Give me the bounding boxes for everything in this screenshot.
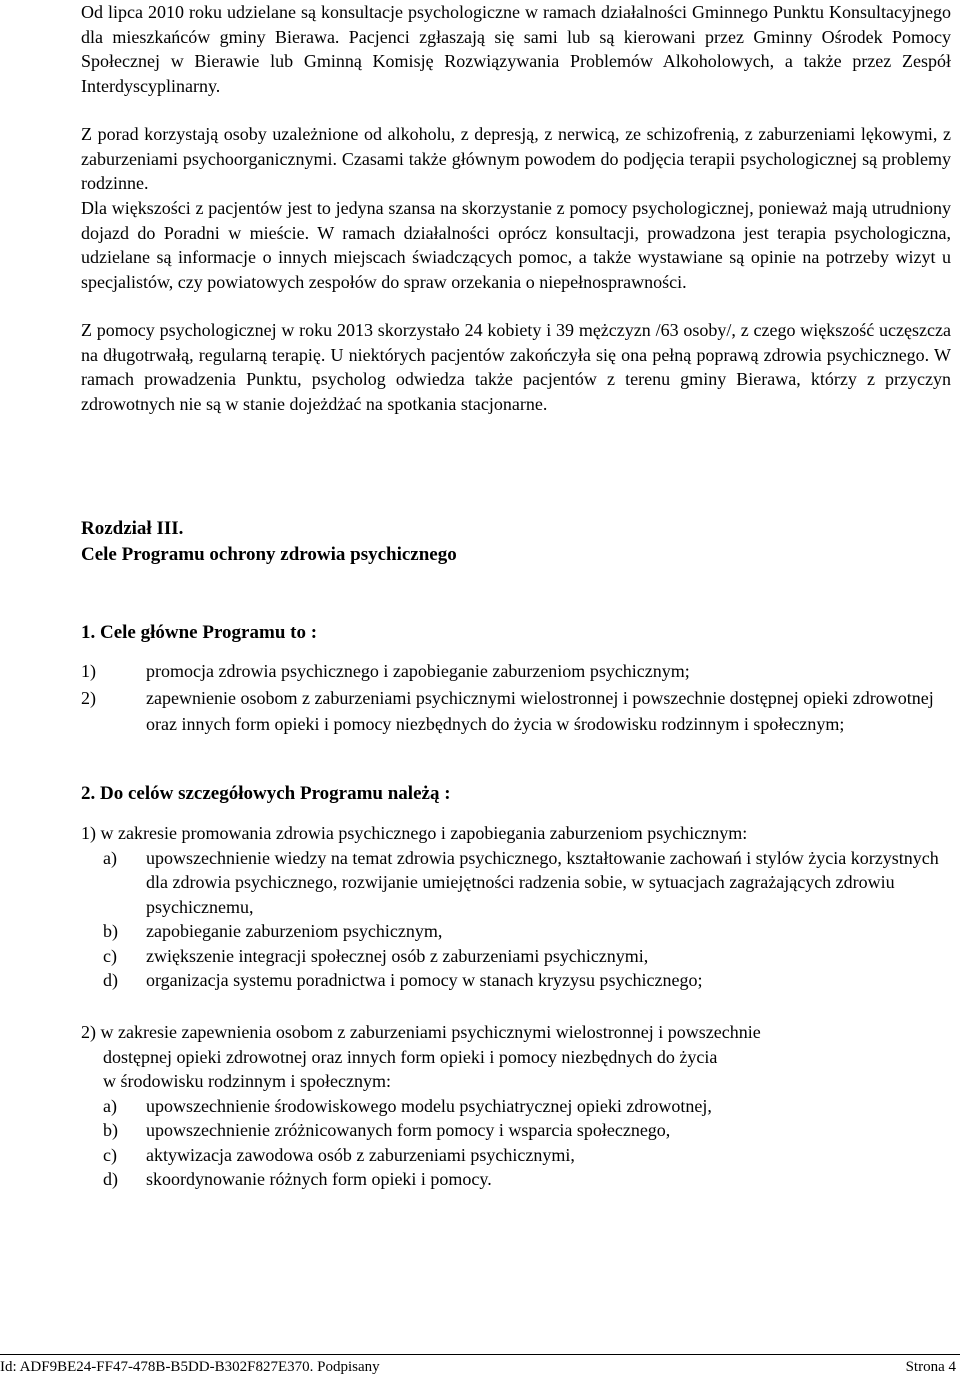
list-marker: b)	[103, 1120, 118, 1140]
list-item-text: zapewnienie osobom z zaburzeniami psychicznymi wielostronnej i powszechnie dostępnej opieki zdrowotnej oraz innych form opieki i pomocy niezbędnych do życia w środowisku rodzinnym i społecznym;	[146, 687, 934, 734]
list-item	[81, 1143, 951, 1168]
footer-divider	[0, 1354, 960, 1355]
list-item-text: zapobieganie zaburzeniom psychicznym,	[146, 921, 443, 941]
list-marker: a)	[103, 847, 117, 868]
list-item-text: upowszechnienie środowiskowego modelu psychiatrycznej opieki zdrowotnej,	[146, 1095, 712, 1116]
group-lead-continuation: dostępnej opieki zdrowotnej oraz innych form opieki i pomocy niezbędnych do życia	[103, 1046, 718, 1067]
list-item	[81, 944, 951, 969]
list-item	[81, 1094, 951, 1119]
list-item	[81, 658, 951, 685]
group-lead: 2) w zakresie zapewnienia osobom z zaburzeniami psychicznymi wielostronnej i powszechnie	[81, 1022, 761, 1042]
list-item-text: aktywizacja zawodowa osób z zaburzeniami psychicznymi,	[146, 1144, 575, 1165]
paragraph-patients: Z porad korzystają osoby uzależnione od alkoholu, z depresją, z nerwicą, ze schizofrenią, z zaburzeniami lękowymi, z zaburzeniami psychoorganicznymi. Czasami także głównym powodem do podjęcia terapii psychologicznej są problemy rodzinne.	[81, 124, 951, 193]
list-item-text: promocja zdrowia psychicznego i zapobieganie zaburzeniom psychicznym;	[146, 661, 690, 681]
group-lead: 1) w zakresie promowania zdrowia psychicznego i zapobiegania zaburzeniom psychicznym:	[81, 823, 748, 843]
detailed-goals-group-2	[81, 1020, 951, 1192]
list-marker: c)	[103, 945, 117, 966]
chapter-title: Cele Programu ochrony zdrowia psychicznego	[81, 544, 457, 565]
section1-heading: 1. Cele główne Programu to :	[81, 622, 318, 643]
list-marker: a)	[103, 1095, 117, 1116]
list-marker: c)	[103, 1144, 117, 1165]
list-item-text: upowszechnienie wiedzy na temat zdrowia psychicznego, kształtowanie zachowań i stylów życia korzystnych dla zdrowia psychicznego, rozwijanie umiejętności radzenia sobie, w sytuacjach zagrażających zdrowiu psychicznemu,	[146, 847, 939, 917]
group-lead-continuation: w środowisku rodzinnym i społecznym:	[103, 1071, 391, 1091]
list-item	[81, 968, 951, 993]
list-item	[81, 1118, 951, 1143]
list-item-text: organizacja systemu poradnictwa i pomocy w stanach kryzysu psychicznego;	[146, 970, 703, 990]
list-item	[81, 919, 951, 944]
list-item-text: zwiększenie integracji społecznej osób z zaburzeniami psychicznymi,	[146, 945, 649, 966]
paragraph-intro: Od lipca 2010 roku udzielane są konsultacje psychologiczne w ramach działalności Gminnego Punktu Konsultacyjnego dla mieszkańców gminy Bierawa. Pacjenci zgłaszają się sami lub są kierowani przez Gminny Ośrodek Pomocy Społecznej w Bierawie lub Gminną Komisję Rozwiązywania Problemów Alkoholowych, a także przez Zespół Interdyscyplinarny.	[81, 2, 951, 96]
chapter-number: Rozdział III.	[81, 518, 184, 539]
paragraph-activities: Dla większości z pacjentów jest to jedyna szansa na skorzystanie z pomocy psychologicznej, ponieważ mają utrudniony dojazd do Poradni w mieście. W ramach działalności oprócz konsultacji, prowadzona jest terapia psychologiczna, udzielane są informacje o innych miejscach świadczących pomoc, a także wystawiane są opinie na potrzeby wizyt u specjalistów, czy powiatowych zespołów do spraw orzekania o niepełnosprawności.	[81, 198, 951, 292]
list-marker: b)	[103, 921, 118, 941]
paragraph-statistics: Z pomocy psychologicznej w roku 2013 skorzystało 24 kobiety i 39 mężczyzn /63 osoby/, z czego większość uczęszcza na długotrwałą, regularną terapię. U niektórych pacjentów zakończyła się ona pełną poprawą zdrowia psychicznego. W ramach prowadzenia Punktu, psycholog odwiedza także pacjentów z terenu gminy Bierawa, którzy z przyczyn zdrowotnych nie są w stanie dojeżdżać na spotkania stacjonarne.	[81, 320, 951, 414]
section2-heading: 2. Do celów szczegółowych Programu należą :	[81, 783, 451, 804]
page-number: Strona 4	[905, 1359, 956, 1375]
list-marker: d)	[103, 1169, 118, 1189]
list-item	[81, 1167, 951, 1192]
list-marker: 1)	[81, 661, 96, 681]
list-marker: 2)	[81, 687, 96, 708]
list-item-text: skoordynowanie różnych form opieki i pomocy.	[146, 1169, 492, 1189]
main-goals-list	[81, 658, 951, 738]
list-marker: d)	[103, 970, 118, 990]
document-id: Id: ADF9BE24-FF47-478B-B5DD-B302F827E370. Podpisany	[0, 1359, 380, 1375]
detailed-goals-group-1	[81, 821, 951, 993]
list-item-text: upowszechnienie zróżnicowanych form pomocy i wsparcia społecznego,	[146, 1120, 671, 1140]
list-item	[81, 685, 951, 738]
list-item	[81, 846, 951, 920]
